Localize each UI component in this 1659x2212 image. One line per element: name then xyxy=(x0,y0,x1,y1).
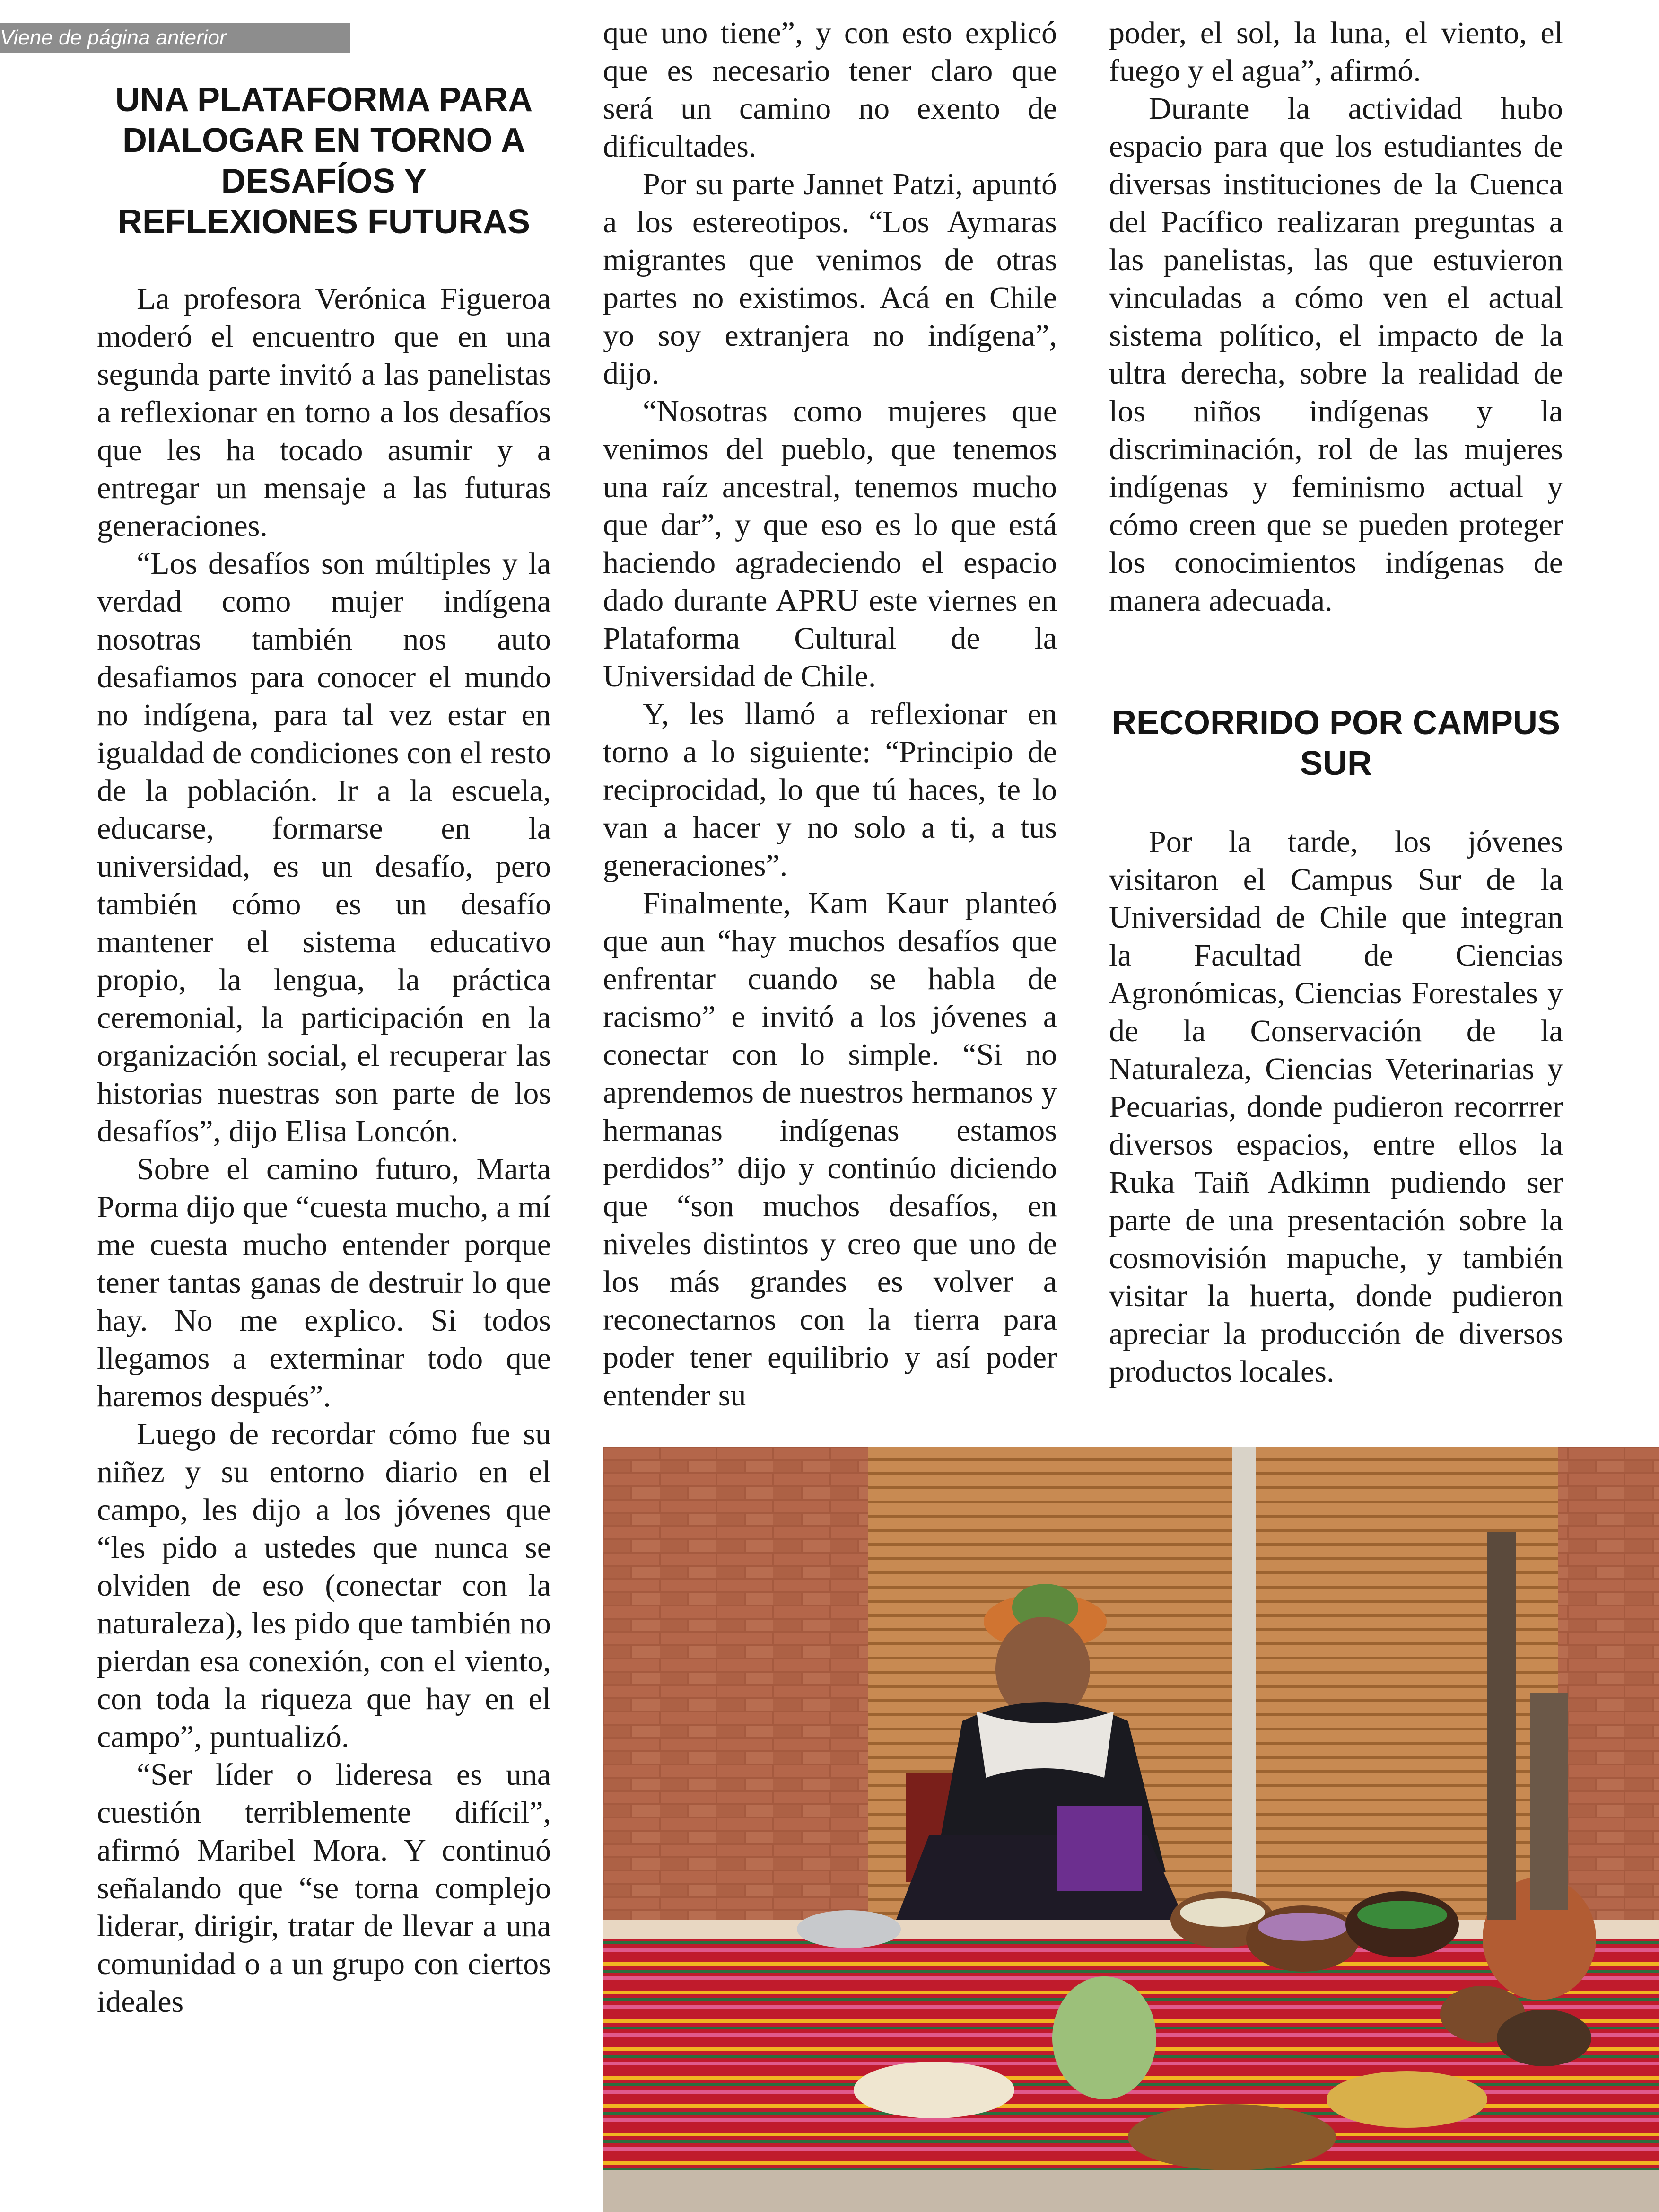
article-body-column-1 xyxy=(97,280,551,2021)
column-1 xyxy=(97,0,551,2212)
article-photo xyxy=(603,1447,1659,2212)
paragraph: Durante la actividad hubo espacio para que los estudiantes de diversas instituciones de la Cuenca del Pacífico realizaran preguntas a las panelistas, las que estuvieron vinculadas a cómo ven el actual sistema político, el impacto de la ultra derecha, sobre la realidad de los niños indígenas y la discriminación, rol de las mujeres indígenas y feminismo actual y cómo creen que se pueden proteger los conocimientos indígenas de manera adecuada. xyxy=(1109,91,1563,618)
paragraph: Y, les llamó a reflexionar en torno a lo siguiente: “Principio de reciprocidad, lo que tú haces, te lo van a hacer y no solo a ti, a tus generaciones”. xyxy=(603,697,1057,883)
paragraph: que uno tiene”, y con esto explicó que es necesario tener claro que será un camino no exento de dificultades. xyxy=(603,16,1057,164)
paragraph: Por su parte Jannet Patzi, apuntó a los estereotipos. “Los Aymaras migrantes que venimos de otras partes no existimos. Acá en Chile yo soy extranjera no indígena”, dijo. xyxy=(603,167,1057,391)
article-body-section-2 xyxy=(1109,823,1563,1391)
section-heading: UNA PLATAFORMA PARA DIALOGAR EN TORNO A DESAFÍOS Y REFLEXIONES FUTURAS xyxy=(115,81,533,241)
column-2 xyxy=(603,0,1057,1443)
paragraph: Por la tarde, los jóvenes visitaron el Campus Sur de la Universidad de Chile que integran la Facultad de Ciencias Agronómicas, Ciencias Forestales y de la Conservación de la Naturaleza, Ciencias Veterinarias y Pecuarias, donde pudieron recorrrer diversos espacios, entre ellos la Ruka Taiñ Adkimn pudiendo ser parte de una presentación sobre la cosmovisión mapuche, y también visitar la huerta, donde pudieron apreciar la producción de diversos productos locales. xyxy=(1109,825,1563,1389)
column-3 xyxy=(1109,0,1563,1443)
photo-illustration xyxy=(603,1447,1659,2212)
paragraph: Finalmente, Kam Kaur planteó que aun “hay muchos desafíos que enfrentar cuando se habla de racismo” e invitó a los jóvenes a conectar con lo simple. “Si no aprendemos de nuestros hermanos y hermanas indígenas estamos perdidos” dijo y continúo diciendo que “son muchos desafíos, en niveles distintos y creo que uno de los más grandes es volver a reconectarnos con la tierra para poder tener equilibrio y así poder entender su xyxy=(603,886,1057,1413)
article-body-column-2 xyxy=(603,14,1057,1414)
paragraph: “Ser líder o lideresa es una cuestión terriblemente difícil”, afirmó Maribel Mora. Y continuó señalando que “se torna complejo liderar, dirigir, tratar de llevar a una comunidad o a un grupo con ciertos ideales xyxy=(97,1757,551,2019)
paragraph: “Los desafíos son múltiples y la verdad como mujer indígena nosotras también nos auto desafiamos para conocer el mundo no indígena, para tal vez estar en igualdad de condiciones con el resto de la población. Ir a la escuela, educarse, formarse en la universidad, es un desafío, pero también cómo es un desafío mantener el sistema educativo propio, la lengua, la práctica ceremonial, la participación en la organización social, el recuperar las historias nuestras son parte de los desafíos”, dijo Elisa Loncón. xyxy=(97,546,551,1149)
paragraph: Luego de recordar cómo fue su niñez y su entorno diario en el campo, les dijo a los jóvenes que “les pido a ustedes que nunca se olviden de eso (conectar con la naturaleza), les pido que también no pierdan esa conexión, con el viento, con toda la riqueza que hay en el campo”, puntualizó. xyxy=(97,1417,551,1754)
article-body-column-3 xyxy=(1109,14,1563,620)
paragraph: Sobre el camino futuro, Marta Porma dijo que “cuesta mucho, a mí me cuesta mucho entender porque tener tantas ganas de destruir lo que hay. No me explico. Si todos llegamos a exterminar todo que haremos después”. xyxy=(97,1152,551,1413)
paragraph: La profesora Verónica Figueroa moderó el encuentro que en una segunda parte invitó a las panelistas a reflexionar en torno a los desafíos que les ha tocado asumir y a entregar un mensaje a las futuras generaciones. xyxy=(97,281,551,543)
paragraph: poder, el sol, la luna, el viento, el fuego y el agua”, afirmó. xyxy=(1109,16,1563,88)
paragraph: “Nosotras como mujeres que venimos del pueblo, que tenemos una raíz ancestral, tenemos mucho que dar”, y que eso es lo que está haciendo agradeciendo el espacio dado durante APRU este viernes en Plataforma Cultural de la Universidad de Chile. xyxy=(603,394,1057,693)
section-heading: RECORRIDO POR CAMPUS SUR xyxy=(1111,704,1561,782)
continued-from-previous-page-label: Viene de página anterior xyxy=(0,23,350,53)
